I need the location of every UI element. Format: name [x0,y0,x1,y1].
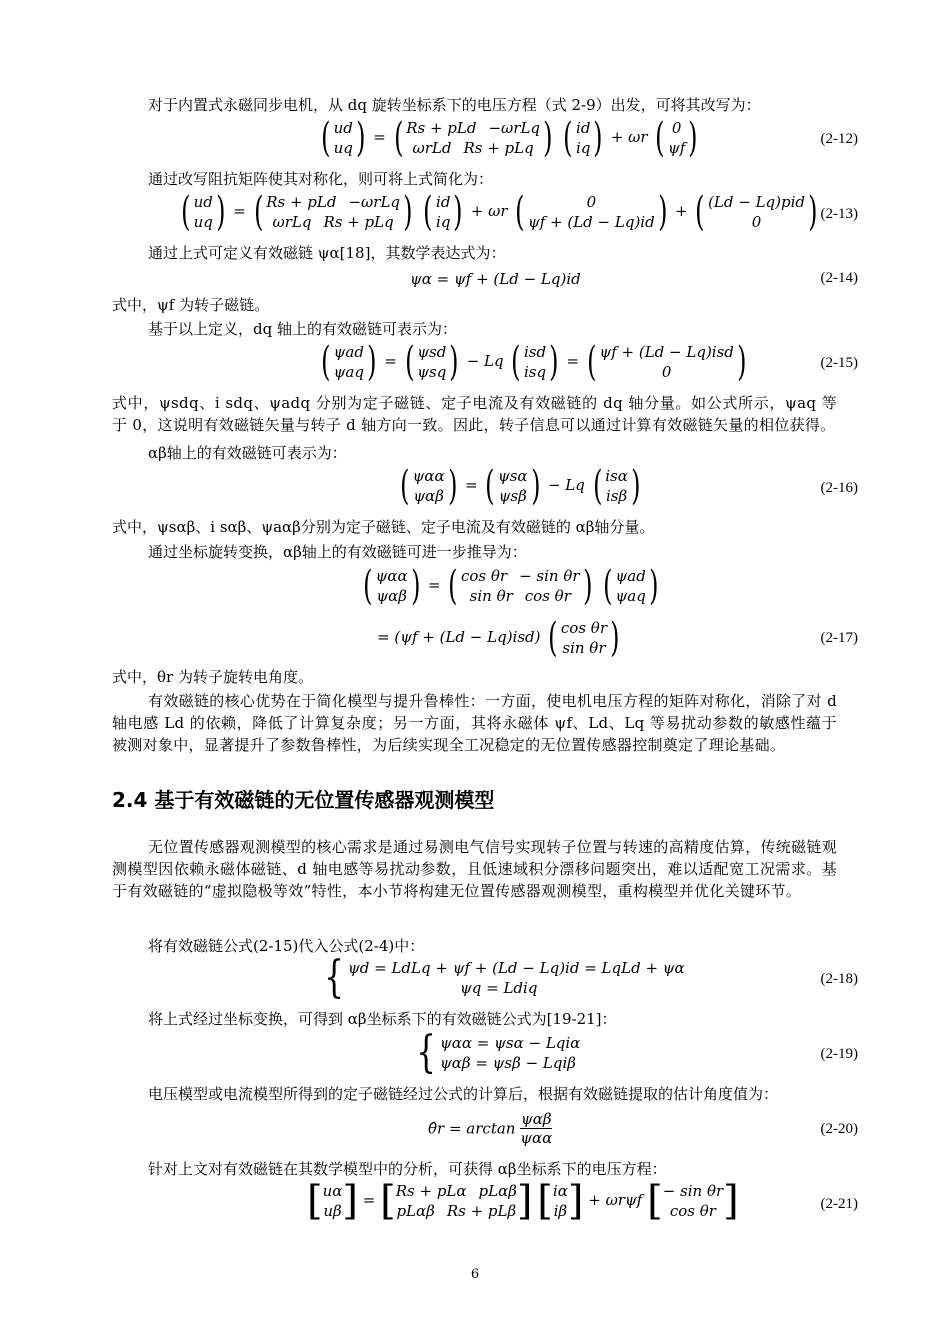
equation-number: (2-20) [820,1121,858,1137]
section-heading: 2.4 基于有效磁链的无位置传感器观测模型 [112,788,495,812]
equation-number: (2-21) [820,1196,858,1212]
paragraph-intro: 对于内置式永磁同步电机，从 dq 旋转坐标系下的电压方程（式 2-9）出发，可将其改写为： [148,96,761,114]
paragraph: 有效磁链的核心优势在于简化模型与提升鲁棒性：一方面，使电机电压方程的矩阵对称化，消除了对 d 轴电感 Ld 的依赖，降低了计算复杂度；另一方面，其将永磁体 ψf、Ld、Lq 等易扰动参数的敏感性蕴于被测对象中，显著提升了参数鲁棒性，为后续实现全工况稳定的无位置传感器控制奠定了理论基础。 [112,692,837,754]
equation-2-13: ( ud uq ) = ( Rs + pLd −ωrLq ωrLq Rs + pLq ) ( id iq ) + ωr ( 0 ψf + (Ld − Lq)id ) + ( (Ld − Lq)pid 0 ) [181,189,818,235]
equation-number: (2-13) [820,206,858,222]
paragraph: 电压模型或电流模型所得到的定子磁链经过公式的计算后，根据有效磁链提取的估计角度值为： [148,1085,779,1103]
equation-2-19: { ψαα = ψsα − Lqiα ψαβ = ψsβ − Lqiβ [416,1027,581,1078]
equation-2-20: θ̂r = arctan $\frac{\text{ψαβ}}{\text{ψαα}}$ [428,1110,553,1147]
paragraph: αβ轴上的有效磁链可表示为： [148,444,347,462]
paragraph: 式中，ψf 为转子磁链。 [112,296,270,314]
equation-number: (2-14) [820,270,858,286]
paragraph: 通过改写阻抗矩阵使其对称化，则可将上式简化为： [148,170,494,188]
equation-2-15: ( ψad ψaq ) = ( ψsd ψsq ) − Lq ( isd isq ) = ( ψf + (Ld − Lq)isd 0 ) [321,339,747,385]
equation-2-14: ψα = ψf + (Ld − Lq)id [410,270,581,288]
equation-2-17-result: = (ψf + (Ld − Lq)isd) ( cos θr sin θr ) [377,615,620,661]
equation-2-21: [ uα uβ ] = [ Rs + pLα pLαβ pLαβ Rs + pLβ ] [ iα iβ ] + ωrψf [ − sin θr cos θr ] [307,1178,739,1224]
equation-number: (2-17) [820,630,858,646]
paragraph: 通过上式可定义有效磁链 ψα[18]，其数学表达式为： [148,244,506,262]
equation-number: (2-16) [820,480,858,496]
equation-2-16: ( ψαα ψαβ ) = ( ψsα ψsβ ) − Lq ( isα isβ ) [400,463,641,509]
equation-number: (2-12) [820,131,858,147]
equation-2-12: ( ud uq ) = ( Rs + pLd −ωrLq ωrLd Rs + pLq ) ( id iq ) + ωr ( 0 ψf ) [321,115,698,161]
paragraph: 将有效磁链公式(2-15)代入公式(2-4)中： [148,937,425,955]
paragraph: 式中，ψsαβ、i sαβ、ψaαβ分别为定子磁链、定子电流及有效磁链的 αβ轴分量。 [112,518,655,536]
paragraph: 通过坐标旋转变换，αβ轴上的有效磁链可进一步推导为： [148,543,527,561]
equation-2-18: { ψd = LdLq + ψf + (Ld − Lq)id = LqLd + ψα ψq = Ldiq [324,952,685,1003]
paragraph: 式中，θr 为转子旋转电角度。 [112,668,313,686]
equation-number: (2-19) [820,1046,858,1062]
paragraph: 式中，ψsdq、i sdq、ψadq 分别为定子磁链、定子电流及有效磁链的 dq 轴分量。如公式所示，ψaq 等于 0，这说明有效磁链矢量与转子 d 轴方向一致。因此，转子信息可以通过计算有效磁链矢量的相位获得。 [112,394,837,434]
paragraph: 针对上文对有效磁链在其数学模型中的分析，可获得 αβ坐标系下的电压方程： [148,1160,667,1178]
equation-number: (2-18) [820,971,858,987]
equation-number: (2-15) [820,355,858,371]
equation-2-17-rotation: ( ψαα ψαβ ) = ( cos θr − sin θr sin θr cos θr ) ( ψad ψaq ) [363,563,659,609]
page-number: 6 [470,1267,480,1282]
paragraph: 无位置传感器观测模型的核心需求是通过易测电气信号实现转子位置与转速的高精度估算，传统磁链观测模型因依赖永磁体磁链、d 轴电感等易扰动参数，且低速域积分漂移问题突出，难以适配宽工况需求。基于有效磁链的“虚拟隐极等效”特性，本小节将构建无位置传感器观测模型，重构模型并优化关键环节。 [112,838,837,900]
paragraph: 将上式经过坐标变换，可得到 αβ坐标系下的有效磁链公式为[19-21]： [148,1010,617,1028]
paragraph: 基于以上定义，dq 轴上的有效磁链可表示为： [148,320,457,338]
